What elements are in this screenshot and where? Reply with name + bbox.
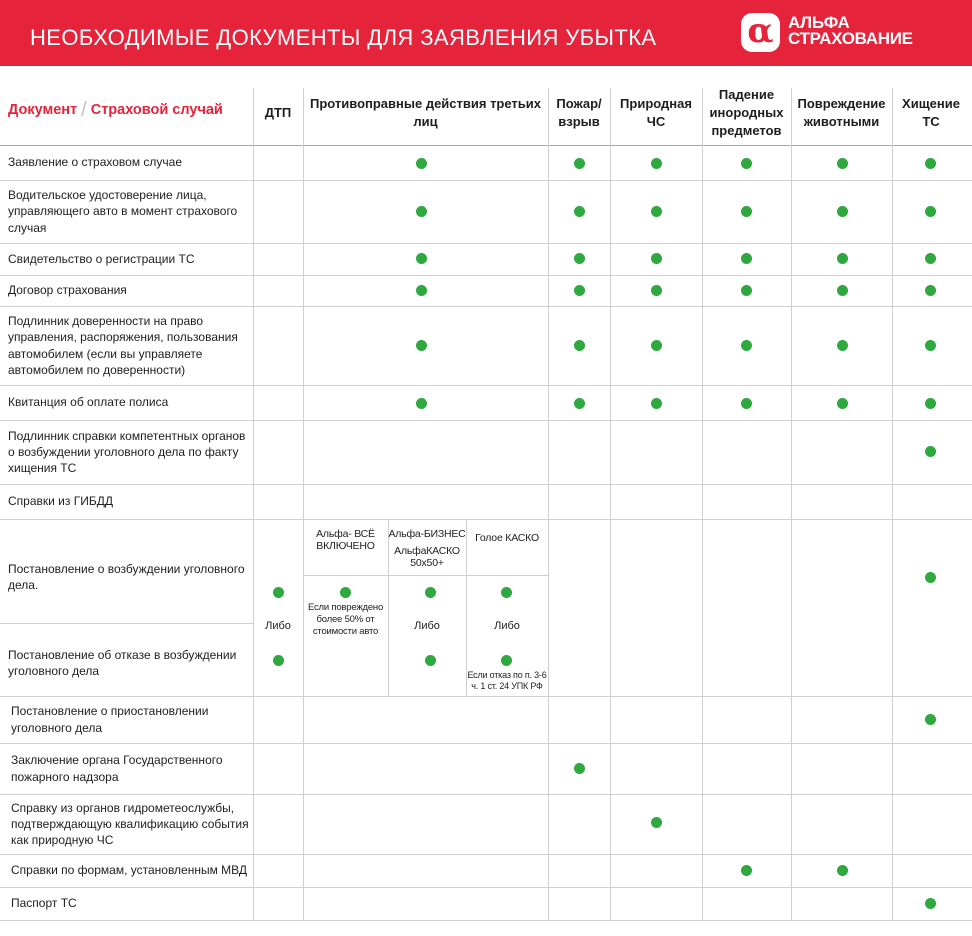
column-divider [892,88,893,920]
row-label: Водительское удостоверение лица, управляющего авто в момент страхового случая [8,188,238,235]
row-divider [0,623,253,624]
required-dot [574,763,585,774]
row-label: Справки из ГИБДД [8,494,113,509]
required-dot [925,253,936,264]
column-divider [610,88,611,920]
row-divider [0,519,972,520]
column-header: Противоправные действия третьих лиц [309,95,542,129]
required-dot [501,655,512,666]
column-header: Природная ЧС [620,95,692,129]
row-divider [0,920,972,921]
required-dot [741,340,752,351]
row-label: Квитанция об оплате полиса [8,395,169,410]
refusal-note: Если отказ по п. 3-6 ч. 1 ст. 24 УПК РФ [467,670,547,691]
required-dot [574,398,585,409]
logo-wordmark: АЛЬФА СТРАХОВАНИЕ [788,13,913,48]
column-header: ДТП [264,104,292,120]
row-label: Свидетельство о регистрации ТС [8,251,195,266]
required-dot [416,206,427,217]
required-dot [925,206,936,217]
required-dot [837,206,848,217]
or-label: Либо [265,620,291,632]
required-dot [925,340,936,351]
required-dot [416,285,427,296]
row-label: Справки по формам, установленным МВД [11,863,248,878]
required-dot [925,398,936,409]
required-dot [273,655,284,666]
row-label: Заключение органа Государственного пожарного надзора [11,753,223,784]
row-label: Подлинник доверенности на право управления, распоряжения, пользования автомобилем (если вы управляете автомобилем по доверенности) [8,313,238,377]
row-label: Постановление о приостановлении уголовного дела [11,704,209,735]
column-header: Падение инородных предметов [709,86,784,138]
column-divider [303,88,304,920]
required-dot [837,158,848,169]
header-banner [0,0,972,66]
required-dot [416,340,427,351]
required-dot [651,206,662,217]
column-divider [791,88,792,920]
row-label: Заявление о страховом случае [8,155,183,170]
required-dot [425,587,436,598]
required-dot [925,158,936,169]
required-dot [416,253,427,264]
row-label: Паспорт ТС [11,896,77,911]
column-header: Хищение ТС [902,95,960,129]
required-dot [741,206,752,217]
row-label: Постановление о возбуждении уголовного дела. [8,561,245,592]
subproduct-label: Альфа- ВСЁ ВКЛЮЧЕНО [316,528,375,552]
required-dot [925,446,936,457]
required-dot [925,898,936,909]
required-dot [651,158,662,169]
required-dot [741,253,752,264]
required-dot [741,158,752,169]
subproduct-label: Голое КАСКО [475,532,539,544]
required-dot [574,206,585,217]
row-label: Справку из органов гидрометеослужбы, подтверждающую квалификацию события как природную ЧС [11,800,249,848]
required-dot [741,285,752,296]
or-label: Либо [494,620,520,632]
required-dot [925,285,936,296]
required-dot [651,285,662,296]
required-dot [925,572,936,583]
alfa-logo-icon: α [741,13,780,52]
subproduct-label: АльфаКАСКО 50х50+ [394,545,460,569]
row-label: Постановление об отказе в возбуждении уголовного дела [8,647,237,678]
required-dot [741,398,752,409]
required-dot [273,587,284,598]
required-dot [574,158,585,169]
required-dot [837,253,848,264]
row-label: Договор страхования [8,283,127,298]
required-dot [837,285,848,296]
required-dot [340,587,351,598]
required-dot [837,340,848,351]
required-dot [837,865,848,876]
corner-header: Документ / Страховой случай [8,99,223,121]
required-dot [651,253,662,264]
column-divider [702,88,703,920]
required-dot [425,655,436,666]
required-dot [741,865,752,876]
required-dot [574,285,585,296]
subproduct-label: Альфа-БИЗНЕС [388,528,466,540]
column-divider [548,88,549,920]
required-dot [651,398,662,409]
required-dot [837,398,848,409]
damage-note: Если повреждено более 50% от стоимости авто [307,602,384,637]
column-header: Пожар/ взрыв [556,95,602,129]
required-dot [574,253,585,264]
required-dot [416,158,427,169]
required-dot [651,340,662,351]
column-header: Повреждение животными [797,95,886,129]
alfa-strakhovanie-logo [741,13,951,53]
or-label: Либо [414,620,440,632]
required-dot [925,714,936,725]
required-dot [651,817,662,828]
required-dot [574,340,585,351]
required-dot [501,587,512,598]
subheader-divider [303,575,548,576]
required-dot [416,398,427,409]
page-title: НЕОБХОДИМЫЕ ДОКУМЕНТЫ ДЛЯ ЗАЯВЛЕНИЯ УБЫТКА [30,25,657,50]
row-label: Подлинник справки компетентных органов о возбуждении уголовного дела по факту хищения ТС [8,428,246,476]
